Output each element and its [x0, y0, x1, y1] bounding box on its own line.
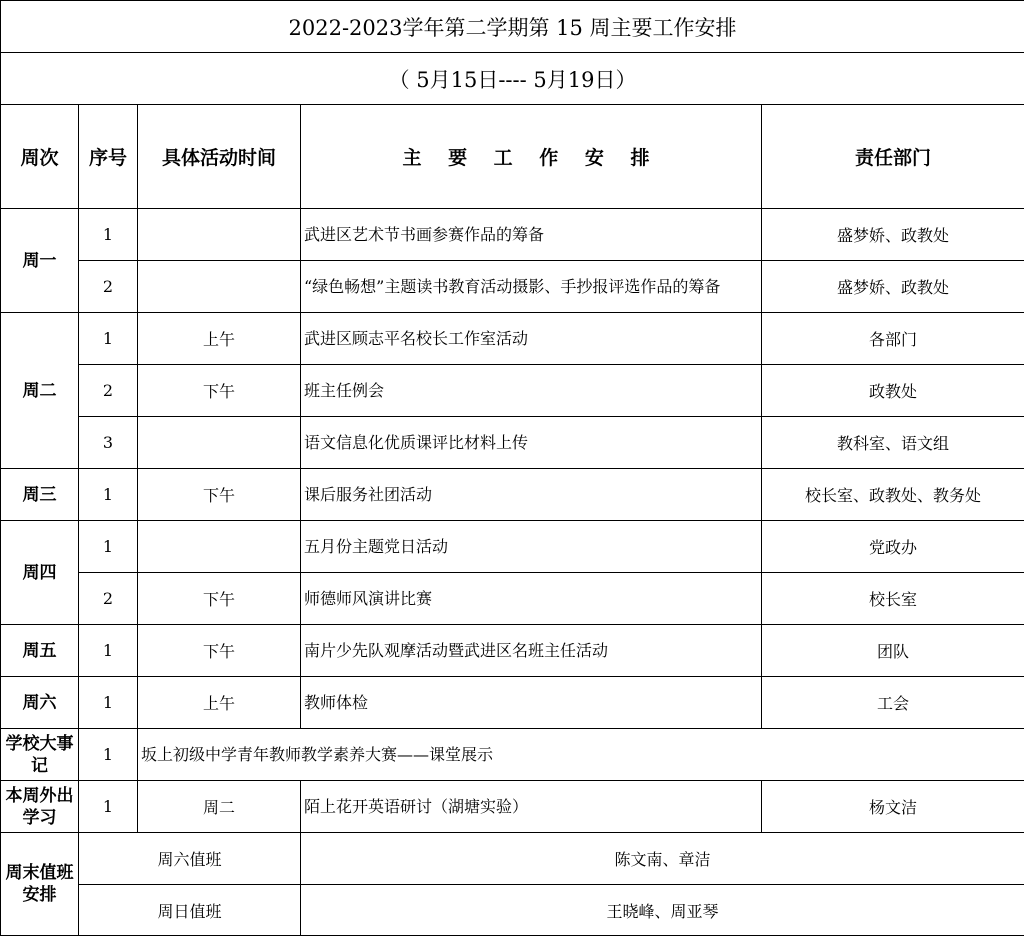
study-label: 本周外出学习 — [1, 781, 79, 833]
title-row — [1, 1, 1024, 53]
row-work: 武进区艺术节书画参赛作品的筹备 — [301, 209, 762, 261]
day-saturday: 周六 — [1, 677, 79, 729]
row-time: 下午 — [138, 573, 301, 625]
duty-row — [1, 833, 1024, 885]
row-dept: 盛梦娇、政教处 — [762, 209, 1024, 261]
row-time: 下午 — [138, 365, 301, 417]
row-time — [138, 261, 301, 313]
row-work: 武进区顾志平名校长工作室活动 — [301, 313, 762, 365]
row-time: 上午 — [138, 677, 301, 729]
row-work: 课后服务社团活动 — [301, 469, 762, 521]
events-text: 坂上初级中学青年教师教学素养大赛——课堂展示 — [138, 729, 1024, 781]
page-title: 2022-2023学年第二学期第 15 周主要工作安排 — [1, 1, 1024, 53]
duty-sunday-label: 周日值班 — [79, 885, 301, 936]
row-dept: 团队 — [762, 625, 1024, 677]
row-time — [138, 417, 301, 469]
duty-sunday-people: 王晓峰、周亚琴 — [301, 885, 1024, 936]
day-wednesday: 周三 — [1, 469, 79, 521]
table-row — [1, 521, 1024, 573]
row-seq: 2 — [79, 261, 138, 313]
row-work: 南片少先队观摩活动暨武进区名班主任活动 — [301, 625, 762, 677]
header-seq: 序号 — [79, 105, 138, 209]
header-time: 具体活动时间 — [138, 105, 301, 209]
row-work: 五月份主题党日活动 — [301, 521, 762, 573]
date-row — [1, 53, 1024, 105]
table-row — [1, 313, 1024, 365]
row-dept: 党政办 — [762, 521, 1024, 573]
day-monday: 周一 — [1, 209, 79, 313]
duty-saturday-label: 周六值班 — [79, 833, 301, 885]
day-tuesday: 周二 — [1, 313, 79, 469]
events-label: 学校大事记 — [1, 729, 79, 781]
study-dept: 杨文洁 — [762, 781, 1024, 833]
row-work: 语文信息化优质课评比材料上传 — [301, 417, 762, 469]
row-work: 师德师风演讲比赛 — [301, 573, 762, 625]
row-dept: 校长室 — [762, 573, 1024, 625]
row-seq: 1 — [79, 677, 138, 729]
study-seq: 1 — [79, 781, 138, 833]
table-row — [1, 209, 1024, 261]
duty-label: 周末值班安排 — [1, 833, 79, 936]
day-thursday: 周四 — [1, 521, 79, 625]
row-work: “绿色畅想”主题读书教育活动摄影、手抄报评选作品的筹备 — [301, 261, 762, 313]
duty-row — [1, 885, 1024, 936]
study-time: 周二 — [138, 781, 301, 833]
row-time: 上午 — [138, 313, 301, 365]
study-work: 陌上花开英语研讨（湖塘实验） — [301, 781, 762, 833]
row-seq: 2 — [79, 365, 138, 417]
row-time: 下午 — [138, 625, 301, 677]
row-seq: 1 — [79, 313, 138, 365]
row-seq: 1 — [79, 521, 138, 573]
date-range: （ 5月15日---- 5月19日） — [1, 53, 1024, 105]
table-row — [1, 625, 1024, 677]
row-dept: 教科室、语文组 — [762, 417, 1024, 469]
row-dept: 各部门 — [762, 313, 1024, 365]
events-seq: 1 — [79, 729, 138, 781]
row-time — [138, 521, 301, 573]
row-work: 教师体检 — [301, 677, 762, 729]
row-time — [138, 209, 301, 261]
duty-saturday-people: 陈文南、章洁 — [301, 833, 1024, 885]
header-week: 周次 — [1, 105, 79, 209]
header-row — [1, 105, 1024, 209]
table-row — [1, 417, 1024, 469]
table-row — [1, 677, 1024, 729]
day-friday: 周五 — [1, 625, 79, 677]
row-seq: 1 — [79, 469, 138, 521]
table-row — [1, 365, 1024, 417]
row-time: 下午 — [138, 469, 301, 521]
table-row — [1, 261, 1024, 313]
header-dept: 责任部门 — [762, 105, 1024, 209]
table-row — [1, 573, 1024, 625]
row-seq: 1 — [79, 625, 138, 677]
row-seq: 3 — [79, 417, 138, 469]
table-row — [1, 469, 1024, 521]
row-work: 班主任例会 — [301, 365, 762, 417]
header-work: 主 要 工 作 安 排 — [301, 105, 762, 209]
row-dept: 校长室、政教处、教务处 — [762, 469, 1024, 521]
study-row — [1, 781, 1024, 833]
row-dept: 政教处 — [762, 365, 1024, 417]
row-seq: 1 — [79, 209, 138, 261]
row-dept: 工会 — [762, 677, 1024, 729]
events-row — [1, 729, 1024, 781]
row-seq: 2 — [79, 573, 138, 625]
row-dept: 盛梦娇、政教处 — [762, 261, 1024, 313]
